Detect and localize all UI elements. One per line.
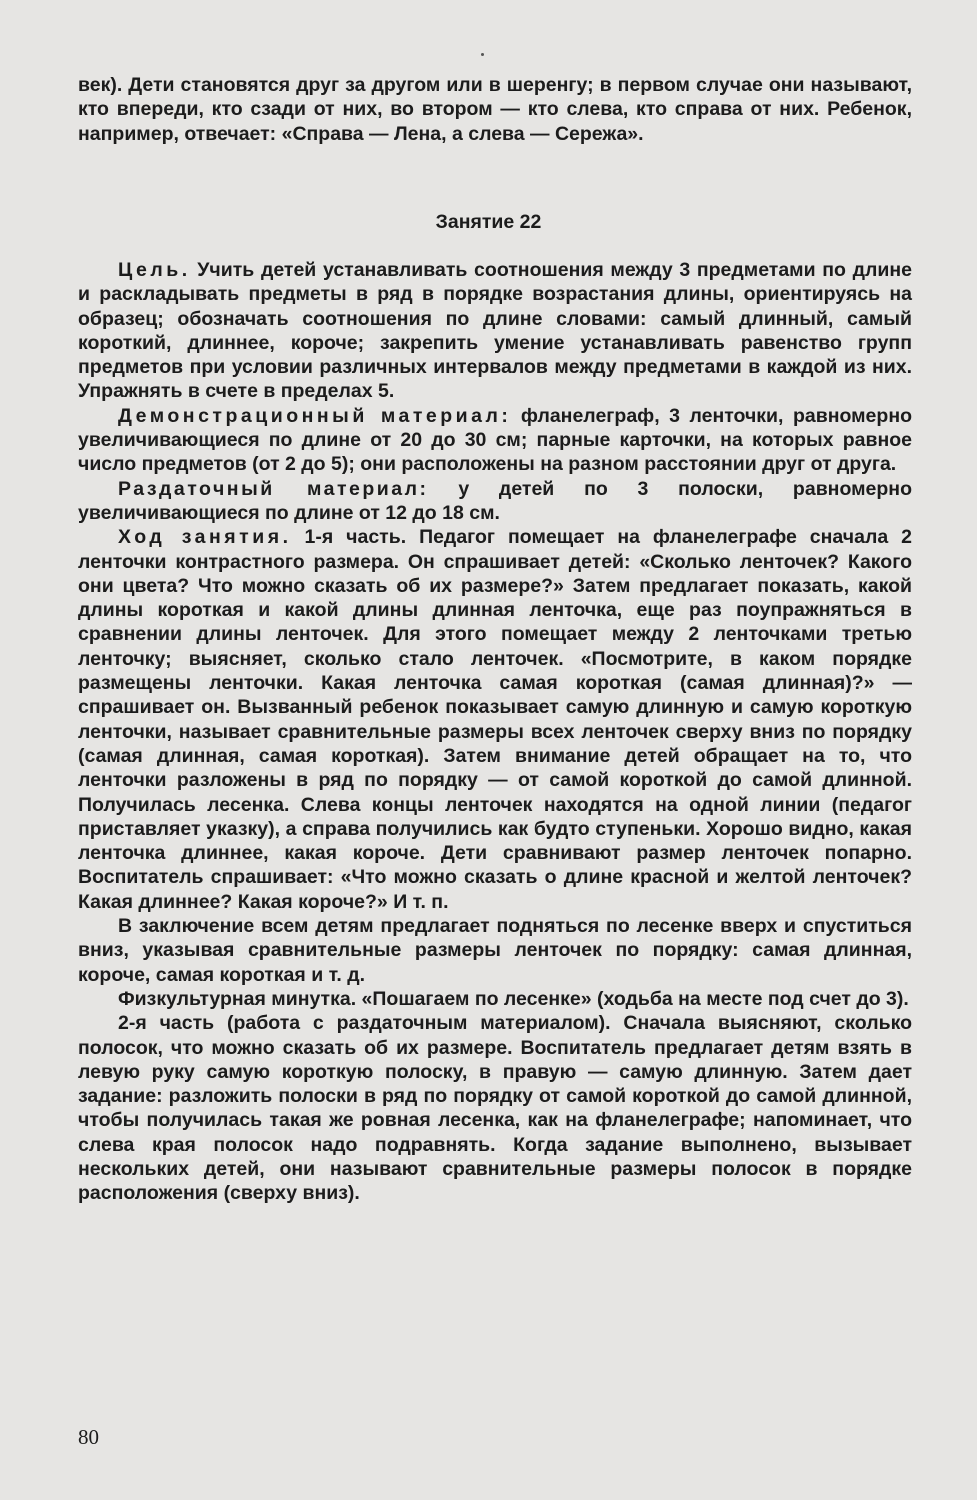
goal-label: Цель. [118, 259, 191, 281]
physical-minute-paragraph: Физкультурная минутка. «Пошагаем по лесенке» (ходьба на месте под счет до 3). [118, 987, 909, 1010]
procedure-paragraph [78, 525, 912, 914]
part2-paragraph: 2-я часть (работа с раздаточным материалом). Сначала выясняют, сколько полосок, что можно сказать об их размере. Воспитатель предлагает детям взять в левую руку самую короткую полоску, в правую — самую длинную. Затем дает задание: разложить полоски в ряд по порядку от самой короткой до самой длинной, чтобы получилась такая же ровная лесенка, как на фланелеграфе; напоминает, что слева края полосок надо подравнять. Когда задание выполнено, вызывает нескольких детей, они называют сравнительные размеры полосок в порядке расположения (сверху вниз). [78, 1012, 912, 1205]
procedure-text: 1-я часть. Педагог помещает на фланелеграфе сначала 2 ленточки контрастного размера. Он спрашивает детей: «Сколько ленточек? Какого они цвета? Что можно сказать об их размере?» Затем предлагает показать, какой длины короткая и какой длины длинная ленточка, еще раз поупражняться в сравнении длины ленточек. Для этого помещает между 2 ленточками третью ленточку; выясняет, сколько стало ленточек. «Посмотрите, в каком порядке размещены ленточки. Какая ленточка самая короткая (самая длинная)?» — спрашивает он. Вызванный ребенок показывает самую длинную и самую короткую ленточки, называет сравнительные размеры всех ленточек сверху вниз по порядку (самая длинная, самая короткая). Затем внимание детей обращает на то, что ленточки разложены в ряд по порядку — от самой короткой до самой длинной. Получилась лесенка. Слева концы ленточек находятся на одной линии (педагог приставляет указку), а справа получились как будто ступеньки. Хорошо видно, какая ленточка длиннее, какая короче. Дети сравнивают размер ленточек попарно. Воспитатель спрашивает: «Что можно сказать о длине красной и желтой ленточек? Какая длиннее? Какая короче?» И т. п. [78, 526, 912, 913]
conclusion-paragraph: В заключение всем детям предлагает подняться по лесенке вверх и спуститься вниз, указывая сравнительные размеры ленточек по порядку: самая длинная, короче, самая короткая и т. д. [78, 915, 912, 986]
handout-material-paragraph [78, 477, 912, 526]
demo-material-label: Демонстрационный материал: [118, 404, 512, 427]
handout-material-text: у детей по 3 полоски, равномерно увеличивающиеся по длине от 12 до 18 см. [78, 477, 912, 524]
demo-material-text: фланелеграф, 3 ленточки, равномерно увеличивающиеся по длине от 20 до 30 см; парные карточки, на которых равное число предметов (от 2 до 5); они расположены на разном расстоянии друг от друга. [78, 404, 913, 476]
page-number: 80 [78, 1425, 99, 1449]
scan-speck [481, 53, 484, 56]
goal-text: Учить детей устанавливать соотношения между 3 предметами по длине и раскладывать предметы в ряд в порядке возрастания длины, ориентируясь на образец; обозначать соотношения по длине словами: самый длинный, самый короткий, длиннее, короче; закрепить умение устанавливать равенство групп предметов при условии различных интервалов между предметами в каждой из них. Упражнять в счете в пределах 5. [78, 259, 912, 403]
handout-material-label: Раздаточный материал: [118, 477, 429, 500]
lesson-title: Занятие 22 [435, 211, 542, 233]
continuation-block [78, 73, 912, 146]
procedure-label: Ход занятия. [118, 526, 292, 549]
lesson-body [78, 258, 912, 1206]
demo-material-paragraph [78, 404, 912, 477]
goal-paragraph [78, 258, 912, 404]
continuation-paragraph: век). Дети становятся друг за другом или в шеренгу; в первом случае они называют, кто впереди, кто сзади от них, во втором — кто слева, кто справа от них. Ребенок, например, отвечает: «Справа — Лена, а слева — Сережа». [78, 74, 912, 145]
